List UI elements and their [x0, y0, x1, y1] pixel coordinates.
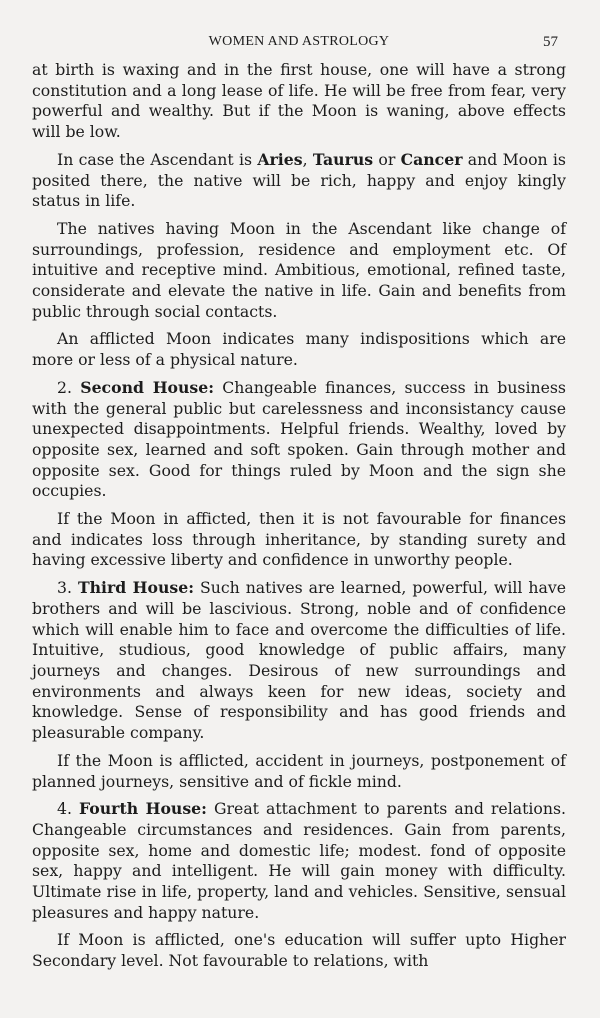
paragraph-second-house [32, 378, 566, 502]
paragraph-moon-ascendant: The natives having Moon in the Ascendant like change of surroundings, profession, residence and employment etc. Of intuitive and receptive mind. Ambitious, emotional, refined taste, considerate and elevate the native in life. Gain and benefits from public through social contacts. [32, 218, 566, 321]
section-number: 2. [57, 377, 81, 397]
sign-aries: Aries [257, 149, 303, 169]
paragraph-fourth-house-afflicted: If Moon is afflicted, one's education will suffer upto Higher Secondary level. Not favourable to relations, with [32, 930, 566, 971]
section-text: Great attachment to parents and relations. Changeable circumstances and residences. Gain from parents, opposite sex, home and domestic life; modest. fond of opposite sex, happy and intelligent. He will gain money with difficulty. Ultimate rise in life, property, land and vehicles. Sensitive, sensual pleasures and happy nature. [32, 799, 566, 922]
text-span: or [373, 149, 401, 169]
paragraph-third-house-afflicted: If the Moon is afflicted, accident in journeys, postponement of planned journeys, sensitive and of fickle mind. [32, 750, 566, 791]
running-title: WOMEN AND ASTROLOGY [208, 34, 390, 49]
sign-taurus: Taurus [312, 149, 374, 169]
paragraph-third-house [32, 578, 566, 744]
body-text [32, 60, 566, 979]
running-header [32, 34, 566, 52]
text-span: , [302, 149, 313, 169]
sign-cancer: Cancer [400, 149, 463, 169]
text-span: In case the Ascendant is [57, 149, 258, 169]
paragraph-afflicted-moon: An afflicted Moon indicates many indispositions which are more or less of a physical nature. [32, 329, 566, 370]
section-heading-second-house: Second House: [80, 377, 214, 397]
text-span: and Moon is posited there, the native will be rich, happy and enjoy kingly status in life. [32, 149, 566, 211]
paragraph-ascendant-signs [32, 150, 566, 212]
page-number: 57 [543, 34, 558, 50]
section-text: Such natives are learned, powerful, will have brothers and will be lascivious. Strong, noble and of confidence which will enable him to face and overcome the difficulties of life. Intuitive, studious, good knowledge of public affairs, many journeys and changes. Desirous of new surroundings and environments and always keen for new ideas, society and knowledge. Sense of responsibility and has good friends and pleasurable company. [32, 578, 566, 743]
paragraph-second-house-afflicted: If the Moon in afficted, then it is not favourable for finances and indicates loss through inheritance, by standing surety and having excessive liberty and confidence in unworthy people. [32, 509, 566, 570]
section-heading-third-house: Third House: [77, 578, 194, 598]
section-number: 4. [57, 799, 80, 819]
paragraph-fourth-house [32, 799, 566, 923]
section-number: 3. [57, 578, 78, 598]
section-heading-fourth-house: Fourth House: [79, 799, 207, 819]
section-text: Changeable finances, success in business with the general public but carelessness and inconsistancy cause unexpected disappointments. Helpful friends. Wealthy, loved by opposite sex, learned and soft spoken. Gain through mother and opposite sex. Good for things ruled by Moon and the sign she occupies. [32, 377, 566, 501]
paragraph-continuation: at birth is waxing and in the first house, one will have a strong constitution and a long lease of life. He will be free from fear, very powerful and wealthy. But if the Moon is waning, above effects will be low. [32, 60, 566, 142]
